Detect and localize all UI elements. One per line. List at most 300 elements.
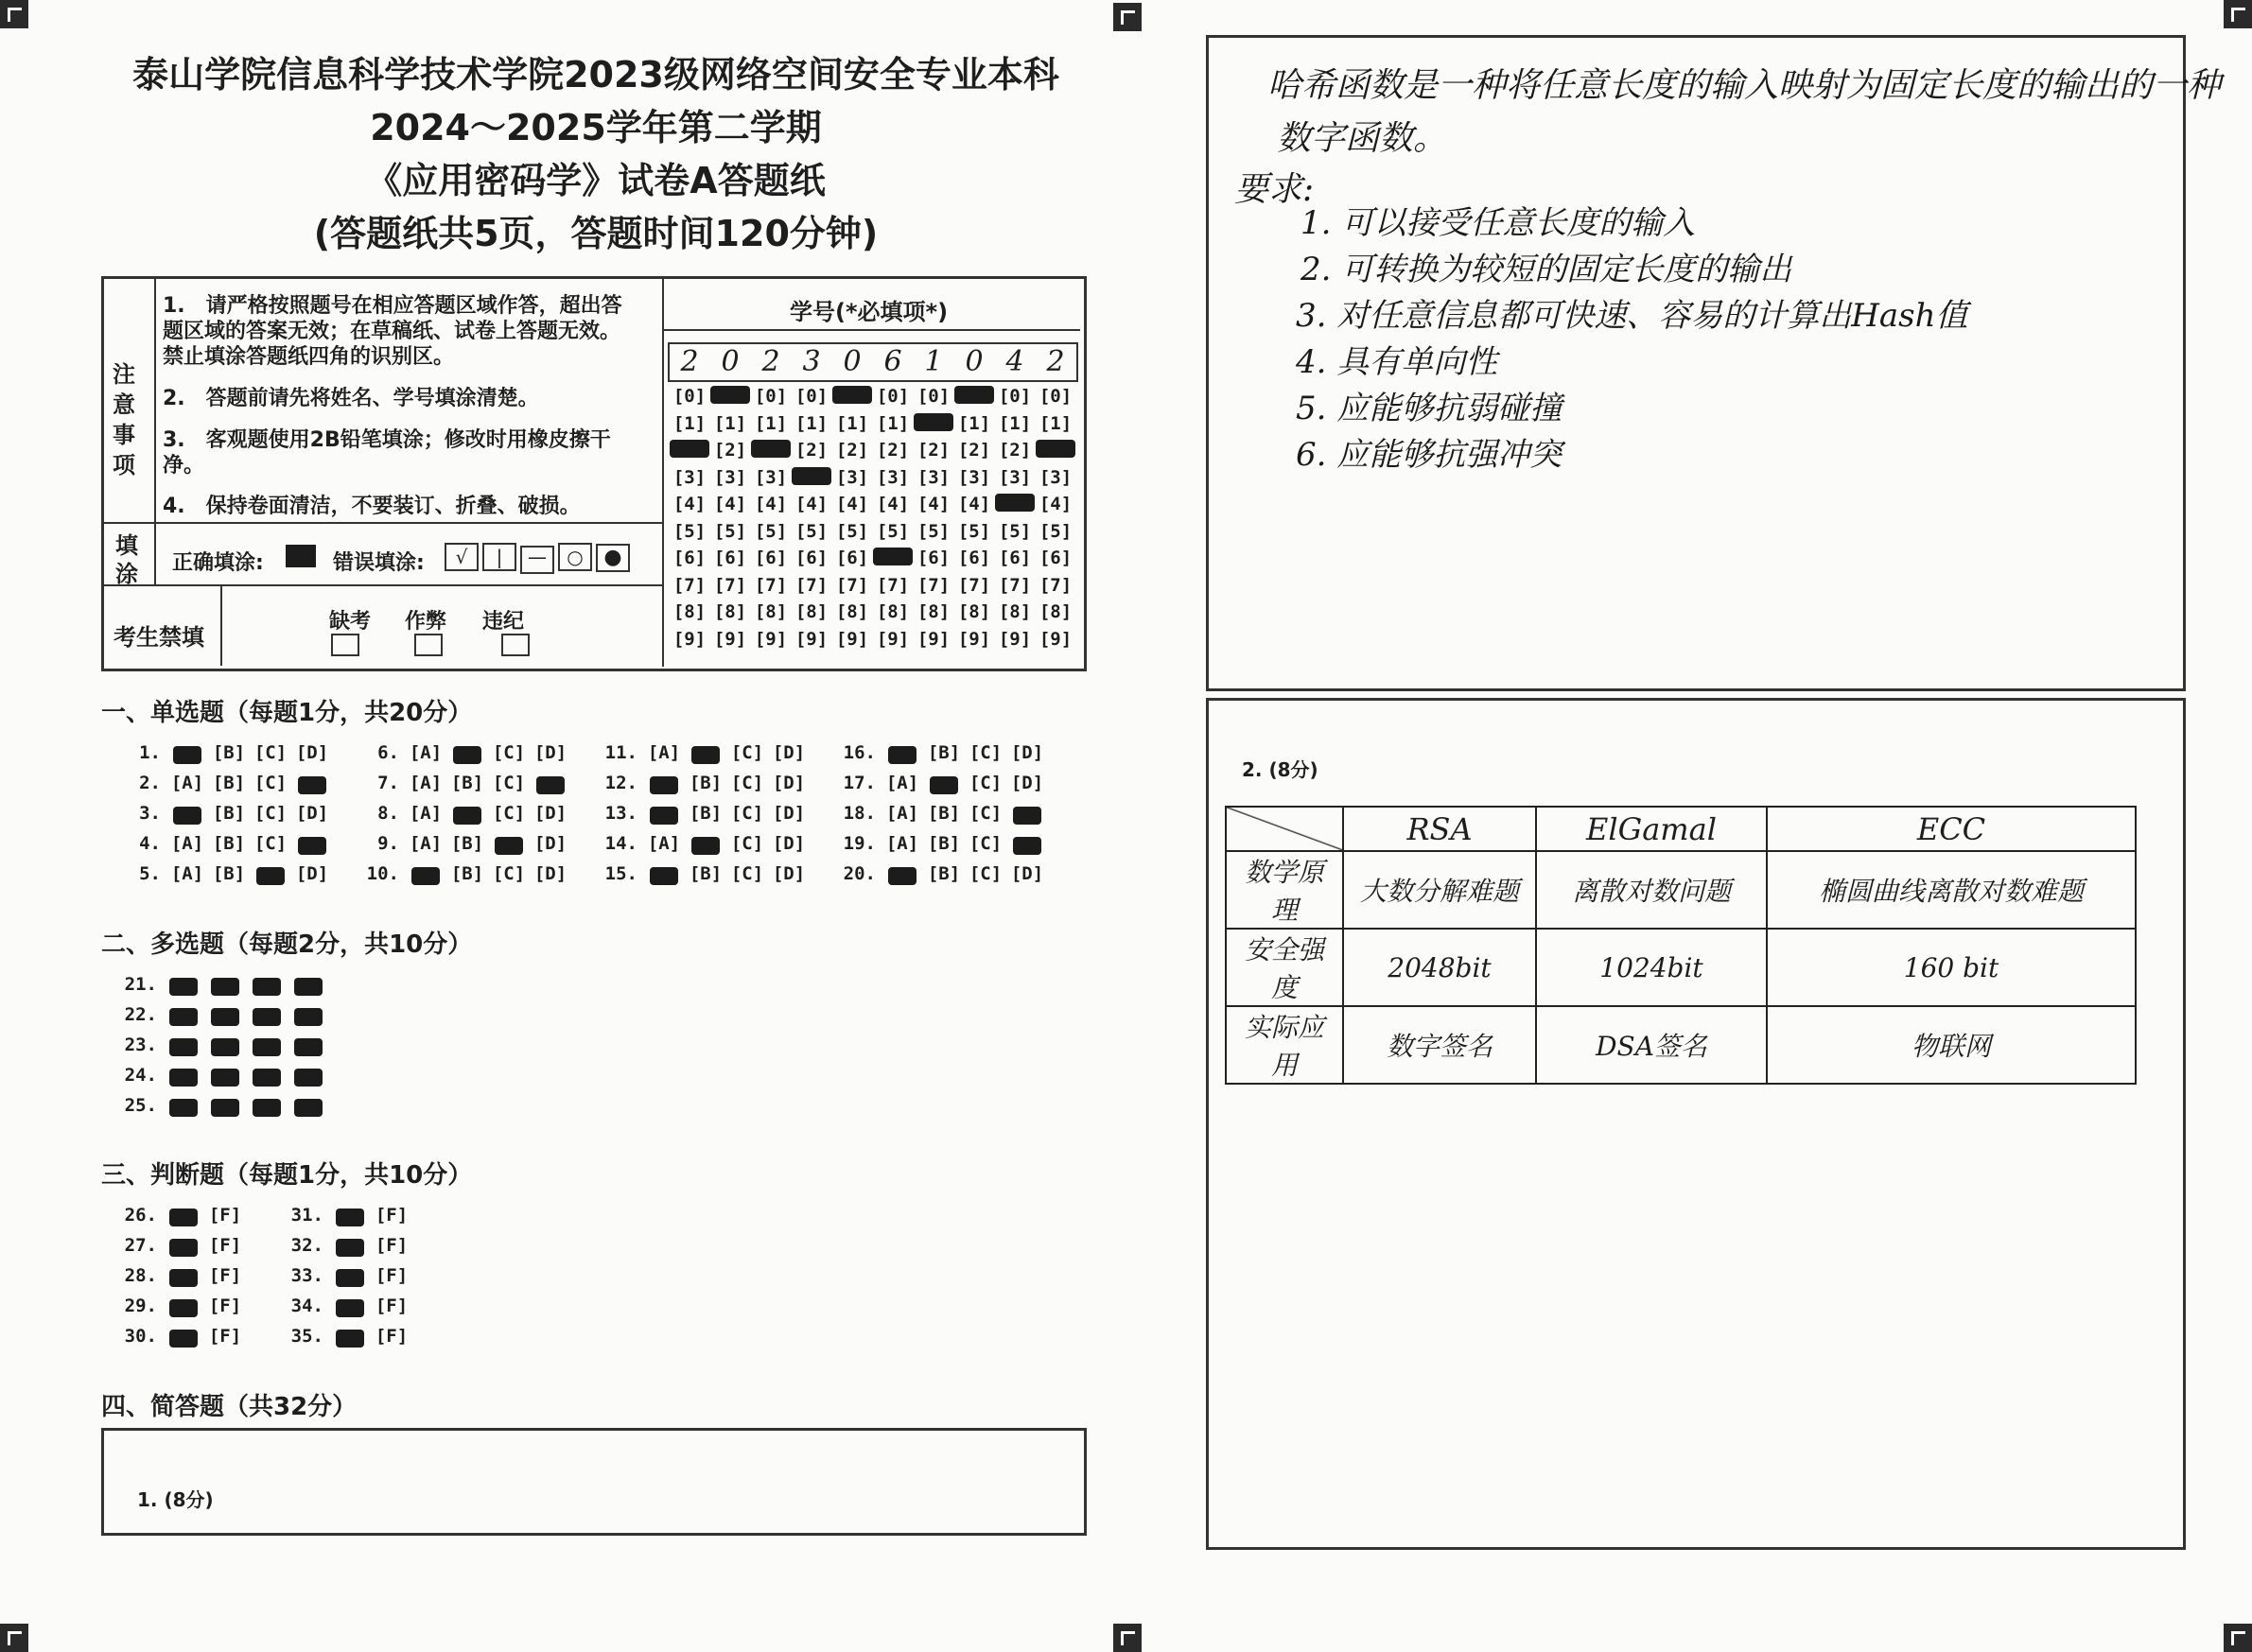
option-F[interactable]: [F] bbox=[208, 1296, 242, 1316]
id-bubble-8-2[interactable]: [2] bbox=[998, 440, 1032, 461]
id-bubble-6-4[interactable]: [4] bbox=[917, 494, 951, 514]
id-bubble-5-7[interactable]: [7] bbox=[876, 574, 910, 596]
option-A[interactable]: [A] bbox=[647, 742, 681, 763]
id-bubble-1-8[interactable]: [8] bbox=[713, 601, 747, 622]
option-A[interactable]: [A] bbox=[409, 803, 443, 824]
option-A[interactable]: [A] bbox=[170, 833, 204, 854]
single-question-2[interactable] bbox=[115, 773, 333, 796]
option-B[interactable]: [B] bbox=[450, 773, 484, 793]
option-A-filled[interactable] bbox=[643, 806, 685, 826]
section2-title: 二、多选题（每题2分，共10分） bbox=[101, 930, 473, 959]
id-bubble-filled[interactable] bbox=[873, 548, 913, 565]
id-bubble-9-0[interactable]: [0] bbox=[1039, 386, 1073, 407]
id-bubble-6-9[interactable]: [9] bbox=[917, 628, 951, 650]
id-bubble-6-3[interactable]: [3] bbox=[917, 466, 951, 488]
single-question-17[interactable] bbox=[830, 773, 1048, 796]
id-bubble-2-9[interactable]: [9] bbox=[754, 628, 788, 650]
id-bubble-9-4[interactable]: [4] bbox=[1039, 494, 1073, 514]
option-T-filled[interactable] bbox=[163, 1298, 204, 1319]
single-question-1[interactable] bbox=[115, 742, 333, 766]
option-C[interactable]: [C] bbox=[730, 863, 764, 884]
id-bubble-7-6[interactable]: [6] bbox=[957, 548, 991, 568]
id-bubble-6-1[interactable] bbox=[914, 413, 953, 436]
id-bubble-7-7[interactable]: [7] bbox=[957, 574, 991, 596]
id-bubble-4-2[interactable]: [2] bbox=[835, 440, 869, 461]
id-bubble-5-4[interactable]: [4] bbox=[876, 494, 910, 514]
option-D[interactable]: [D] bbox=[295, 863, 329, 884]
id-bubble-6-5[interactable]: [5] bbox=[917, 520, 951, 542]
id-bubble-9-2[interactable] bbox=[1036, 440, 1075, 462]
option-D[interactable]: [D] bbox=[1010, 863, 1044, 884]
option-B-filled[interactable] bbox=[446, 745, 488, 766]
option-C-filled[interactable] bbox=[250, 866, 291, 887]
option-D-filled[interactable] bbox=[291, 775, 333, 796]
option-B[interactable]: [B] bbox=[689, 863, 723, 884]
id-bubble-0-3[interactable]: [3] bbox=[672, 466, 707, 488]
id-bubble-8-5[interactable]: [5] bbox=[998, 520, 1032, 542]
id-bubble-2-3[interactable]: [3] bbox=[754, 466, 788, 488]
option-filled[interactable] bbox=[246, 1068, 288, 1088]
question-number: 11. bbox=[604, 742, 637, 763]
option-B-filled[interactable] bbox=[685, 836, 726, 857]
tf-question-1[interactable] bbox=[112, 1205, 246, 1228]
single-question-5[interactable] bbox=[115, 863, 333, 887]
option-T-filled[interactable] bbox=[163, 1268, 204, 1289]
id-bubble-7-4[interactable]: [4] bbox=[957, 494, 991, 514]
id-bubble-0-0[interactable]: [0] bbox=[672, 386, 707, 407]
option-D[interactable]: [D] bbox=[772, 773, 806, 793]
id-bubble-7-0[interactable] bbox=[954, 386, 994, 409]
corner-mark-top-center bbox=[1113, 3, 1142, 31]
option-D[interactable]: [D] bbox=[533, 863, 567, 884]
multi-question-1[interactable] bbox=[112, 974, 329, 998]
option-A[interactable]: [A] bbox=[647, 833, 681, 854]
tf-question-8[interactable] bbox=[278, 1265, 412, 1289]
option-D-filled[interactable] bbox=[291, 836, 333, 857]
single-question-18[interactable] bbox=[830, 803, 1048, 826]
tf-question-6[interactable] bbox=[278, 1205, 412, 1228]
single-question-13[interactable] bbox=[592, 803, 810, 826]
option-A-filled[interactable] bbox=[643, 775, 685, 796]
option-A-filled[interactable] bbox=[882, 866, 923, 887]
option-D-filled[interactable] bbox=[530, 775, 571, 796]
option-C[interactable]: [C] bbox=[253, 833, 288, 854]
option-C[interactable]: [C] bbox=[969, 833, 1003, 854]
id-bubble-2-0[interactable]: [0] bbox=[754, 386, 788, 407]
corner-mark-top-right bbox=[2224, 0, 2252, 28]
id-bubble-9-9[interactable]: [9] bbox=[1039, 628, 1073, 650]
table-header-rsa: RSA bbox=[1343, 807, 1536, 851]
option-F[interactable]: [F] bbox=[208, 1265, 242, 1286]
id-bubble-3-8[interactable]: [8] bbox=[794, 601, 829, 622]
student-id-label: 学号(*必填项*) bbox=[790, 299, 949, 325]
id-bubble-2-1[interactable]: [1] bbox=[754, 412, 788, 434]
id-bubble-5-1[interactable]: [1] bbox=[876, 412, 910, 434]
tf-question-5[interactable] bbox=[112, 1326, 246, 1349]
single-question-16[interactable] bbox=[830, 742, 1048, 766]
id-bubble-0-2[interactable] bbox=[670, 440, 709, 462]
id-bubble-1-7[interactable]: [7] bbox=[713, 574, 747, 596]
option-D-filled[interactable] bbox=[1006, 836, 1048, 857]
option-D[interactable]: [D] bbox=[1010, 742, 1044, 763]
option-C[interactable]: [C] bbox=[969, 803, 1003, 824]
option-C[interactable]: [C] bbox=[969, 773, 1003, 793]
option-B[interactable]: [B] bbox=[927, 833, 961, 854]
option-T-filled[interactable] bbox=[163, 1238, 204, 1259]
option-B[interactable]: [B] bbox=[689, 773, 723, 793]
option-A-filled[interactable] bbox=[166, 745, 208, 766]
id-bubble-0-4[interactable]: [4] bbox=[672, 494, 707, 514]
question-number: 34. bbox=[290, 1296, 323, 1316]
id-bubble-9-5[interactable]: [5] bbox=[1039, 520, 1073, 542]
option-F[interactable]: [F] bbox=[375, 1235, 409, 1256]
single-question-19[interactable] bbox=[830, 833, 1048, 857]
id-bubble-1-4[interactable]: [4] bbox=[713, 494, 747, 514]
single-question-8[interactable] bbox=[354, 803, 571, 826]
id-bubble-1-2[interactable]: [2] bbox=[713, 440, 747, 461]
option-C[interactable]: [C] bbox=[969, 742, 1003, 763]
option-D[interactable]: [D] bbox=[772, 863, 806, 884]
option-T-filled[interactable] bbox=[329, 1298, 371, 1319]
option-A[interactable]: [A] bbox=[409, 742, 443, 763]
id-bubble-1-3[interactable]: [3] bbox=[713, 466, 747, 488]
single-question-3[interactable] bbox=[115, 803, 333, 826]
id-bubble-filled[interactable] bbox=[1036, 440, 1075, 458]
option-D[interactable]: [D] bbox=[295, 803, 329, 824]
id-bubble-3-4[interactable]: [4] bbox=[794, 494, 829, 514]
option-D[interactable]: [D] bbox=[533, 742, 567, 763]
option-T-filled[interactable] bbox=[163, 1329, 204, 1349]
option-D[interactable]: [D] bbox=[1010, 773, 1044, 793]
option-B[interactable]: [B] bbox=[450, 863, 484, 884]
option-filled[interactable] bbox=[246, 977, 288, 998]
id-bubble-5-6[interactable] bbox=[873, 548, 913, 570]
id-bubble-filled[interactable] bbox=[995, 494, 1035, 512]
option-B[interactable]: [B] bbox=[212, 773, 246, 793]
question-number: 12. bbox=[604, 773, 637, 793]
tf-question-7[interactable] bbox=[278, 1235, 412, 1259]
id-bubble-filled[interactable] bbox=[954, 386, 994, 404]
row-label-strength: 安全强度 bbox=[1226, 929, 1343, 1006]
cell-math-ecc: 椭圆曲线离散对数难题 bbox=[1767, 851, 2136, 929]
tf-question-10[interactable] bbox=[278, 1326, 412, 1349]
option-C[interactable]: [C] bbox=[730, 803, 764, 824]
option-filled[interactable] bbox=[204, 1007, 246, 1028]
option-filled[interactable] bbox=[204, 1037, 246, 1058]
single-question-14[interactable] bbox=[592, 833, 810, 857]
id-bubble-4-6[interactable]: [6] bbox=[835, 548, 869, 568]
multi-question-3[interactable] bbox=[112, 1035, 329, 1058]
single-question-7[interactable] bbox=[354, 773, 571, 796]
id-bubble-6-0[interactable]: [0] bbox=[917, 386, 951, 407]
option-D[interactable]: [D] bbox=[772, 833, 806, 854]
id-bubble-0-5[interactable]: [5] bbox=[672, 520, 707, 542]
option-filled[interactable] bbox=[204, 1068, 246, 1088]
option-A[interactable]: [A] bbox=[409, 773, 443, 793]
id-bubble-7-8[interactable]: [8] bbox=[957, 601, 991, 622]
id-bubble-6-8[interactable]: [8] bbox=[917, 601, 951, 622]
option-B[interactable]: [B] bbox=[212, 833, 246, 854]
id-bubble-1-6[interactable]: [6] bbox=[713, 548, 747, 568]
id-bubble-2-5[interactable]: [5] bbox=[754, 520, 788, 542]
id-bubble-4-7[interactable]: [7] bbox=[835, 574, 869, 596]
id-bubble-0-6[interactable]: [6] bbox=[672, 548, 707, 568]
id-bubble-9-3[interactable]: [3] bbox=[1039, 466, 1073, 488]
option-A[interactable]: [A] bbox=[409, 833, 443, 854]
id-bubble-8-9[interactable]: [9] bbox=[998, 628, 1032, 650]
option-filled[interactable] bbox=[163, 1037, 204, 1058]
question-number: 1. bbox=[139, 742, 161, 763]
option-T-filled[interactable] bbox=[329, 1238, 371, 1259]
single-question-6[interactable] bbox=[354, 742, 571, 766]
single-question-4[interactable] bbox=[115, 833, 333, 857]
option-F[interactable]: [F] bbox=[208, 1235, 242, 1256]
single-question-20[interactable] bbox=[830, 863, 1048, 887]
id-bubble-6-7[interactable]: [7] bbox=[917, 574, 951, 596]
option-C[interactable]: [C] bbox=[253, 742, 288, 763]
single-question-11[interactable] bbox=[592, 742, 810, 766]
id-bubble-8-3[interactable]: [3] bbox=[998, 466, 1032, 488]
id-bubble-8-1[interactable]: [1] bbox=[998, 412, 1032, 434]
id-bubble-6-2[interactable]: [2] bbox=[917, 440, 951, 461]
question-number: 33. bbox=[290, 1265, 323, 1286]
id-bubble-7-2[interactable]: [2] bbox=[957, 440, 991, 461]
id-bubble-filled[interactable] bbox=[792, 467, 831, 485]
option-B-filled[interactable] bbox=[685, 745, 726, 766]
id-bubble-6-6[interactable]: [6] bbox=[917, 548, 951, 568]
id-bubble-2-8[interactable]: [8] bbox=[754, 601, 788, 622]
table-header-elgamal: ElGamal bbox=[1536, 807, 1767, 851]
option-B-filled[interactable] bbox=[923, 775, 965, 796]
option-B[interactable]: [B] bbox=[212, 803, 246, 824]
question-number: 17. bbox=[843, 773, 876, 793]
id-bubble-1-9[interactable]: [9] bbox=[713, 628, 747, 650]
id-bubble-1-5[interactable]: [5] bbox=[713, 520, 747, 542]
student-id-digit-0: 2 bbox=[680, 345, 699, 378]
option-filled[interactable] bbox=[246, 1098, 288, 1119]
option-F[interactable]: [F] bbox=[375, 1326, 409, 1347]
option-C[interactable]: [C] bbox=[730, 742, 764, 763]
option-B[interactable]: [B] bbox=[212, 742, 246, 763]
option-filled[interactable] bbox=[204, 977, 246, 998]
question-number: 8. bbox=[377, 803, 399, 824]
id-bubble-4-9[interactable]: [9] bbox=[835, 628, 869, 650]
id-bubble-filled[interactable] bbox=[914, 413, 953, 431]
id-bubble-3-0[interactable]: [0] bbox=[794, 386, 829, 407]
id-bubble-7-5[interactable]: [5] bbox=[957, 520, 991, 542]
option-A-filled[interactable] bbox=[405, 866, 446, 887]
option-filled[interactable] bbox=[163, 977, 204, 998]
id-bubble-7-9[interactable]: [9] bbox=[957, 628, 991, 650]
question-number: 30. bbox=[124, 1326, 157, 1347]
option-filled[interactable] bbox=[246, 1037, 288, 1058]
option-filled[interactable] bbox=[204, 1098, 246, 1119]
id-bubble-0-8[interactable]: [8] bbox=[672, 601, 707, 622]
id-bubble-3-5[interactable]: [5] bbox=[794, 520, 829, 542]
id-bubble-3-1[interactable]: [1] bbox=[794, 412, 829, 434]
question-number: 29. bbox=[124, 1296, 157, 1316]
id-bubble-4-3[interactable]: [3] bbox=[835, 466, 869, 488]
id-bubble-2-4[interactable]: [4] bbox=[754, 494, 788, 514]
option-B[interactable]: [B] bbox=[927, 803, 961, 824]
option-D[interactable]: [D] bbox=[772, 803, 806, 824]
id-bubble-2-6[interactable]: [6] bbox=[754, 548, 788, 568]
id-bubble-4-4[interactable]: [4] bbox=[835, 494, 869, 514]
option-F[interactable]: [F] bbox=[208, 1205, 242, 1226]
id-bubble-filled[interactable] bbox=[832, 386, 872, 404]
option-C[interactable]: [C] bbox=[492, 742, 526, 763]
id-bubble-0-9[interactable]: [9] bbox=[672, 628, 707, 650]
option-B-filled[interactable] bbox=[446, 806, 488, 826]
option-C[interactable]: [C] bbox=[492, 863, 526, 884]
fill-label: 填涂 bbox=[115, 532, 138, 587]
violation-checkbox[interactable] bbox=[501, 634, 530, 660]
option-C[interactable]: [C] bbox=[253, 773, 288, 793]
option-filled[interactable] bbox=[163, 1068, 204, 1088]
option-C[interactable]: [C] bbox=[730, 773, 764, 793]
question-number: 31. bbox=[290, 1205, 323, 1226]
tf-question-4[interactable] bbox=[112, 1296, 246, 1319]
option-A-filled[interactable] bbox=[166, 806, 208, 826]
id-bubble-filled[interactable] bbox=[751, 440, 791, 458]
option-B[interactable]: [B] bbox=[927, 742, 961, 763]
corner-mark-bottom-left bbox=[0, 1624, 28, 1652]
option-A-filled[interactable] bbox=[882, 745, 923, 766]
option-filled[interactable] bbox=[288, 1098, 329, 1119]
cell-math-elgamal: 离散对数问题 bbox=[1536, 851, 1767, 929]
id-bubble-9-1[interactable]: [1] bbox=[1039, 412, 1073, 434]
id-bubble-5-5[interactable]: [5] bbox=[876, 520, 910, 542]
option-D-filled[interactable] bbox=[1006, 806, 1048, 826]
option-D[interactable]: [D] bbox=[533, 803, 567, 824]
id-bubble-4-8[interactable]: [8] bbox=[835, 601, 869, 622]
option-D[interactable]: [D] bbox=[295, 742, 329, 763]
option-A[interactable]: [A] bbox=[885, 803, 919, 824]
id-bubble-4-1[interactable]: [1] bbox=[835, 412, 869, 434]
option-T-filled[interactable] bbox=[329, 1329, 371, 1349]
tf-question-2[interactable] bbox=[112, 1235, 246, 1259]
violation-label: 违纪 bbox=[482, 610, 525, 634]
section3-title: 三、判断题（每题1分，共10分） bbox=[101, 1161, 473, 1190]
multi-question-4[interactable] bbox=[112, 1065, 329, 1088]
option-filled[interactable] bbox=[163, 1007, 204, 1028]
option-filled[interactable] bbox=[246, 1007, 288, 1028]
option-filled[interactable] bbox=[288, 1068, 329, 1088]
id-bubble-2-2[interactable] bbox=[751, 440, 791, 462]
single-question-9[interactable] bbox=[354, 833, 571, 857]
option-filled[interactable] bbox=[288, 1037, 329, 1058]
option-A-filled[interactable] bbox=[643, 866, 685, 887]
option-B[interactable]: [B] bbox=[212, 863, 246, 884]
question-number: 9. bbox=[377, 833, 399, 854]
id-bubble-8-4[interactable] bbox=[995, 494, 1035, 516]
option-B[interactable]: [B] bbox=[450, 833, 484, 854]
option-C[interactable]: [C] bbox=[969, 863, 1003, 884]
id-bubble-0-1[interactable]: [1] bbox=[672, 412, 707, 434]
single-question-15[interactable] bbox=[592, 863, 810, 887]
option-B[interactable]: [B] bbox=[927, 863, 961, 884]
option-D[interactable]: [D] bbox=[772, 742, 806, 763]
option-A[interactable]: [A] bbox=[885, 773, 919, 793]
cheat-checkbox[interactable] bbox=[414, 634, 443, 660]
id-bubble-9-8[interactable]: [8] bbox=[1039, 601, 1073, 622]
option-C[interactable]: [C] bbox=[253, 803, 288, 824]
wrong-fill-samples: √ | — ○ ● bbox=[445, 543, 630, 574]
id-bubble-3-9[interactable]: [9] bbox=[794, 628, 829, 650]
id-bubble-3-7[interactable]: [7] bbox=[794, 574, 829, 596]
option-D[interactable]: [D] bbox=[533, 833, 567, 854]
id-bubble-8-0[interactable]: [0] bbox=[998, 386, 1032, 407]
option-F[interactable]: [F] bbox=[375, 1296, 409, 1316]
id-bubble-8-7[interactable]: [7] bbox=[998, 574, 1032, 596]
option-F[interactable]: [F] bbox=[375, 1265, 409, 1286]
id-bubble-3-6[interactable]: [6] bbox=[794, 548, 829, 568]
id-bubble-3-2[interactable]: [2] bbox=[794, 440, 829, 461]
absent-checkbox[interactable] bbox=[331, 634, 359, 660]
q1-label: 1. (8分) bbox=[137, 1488, 214, 1511]
option-filled[interactable] bbox=[163, 1098, 204, 1119]
option-filled[interactable] bbox=[288, 1007, 329, 1028]
id-bubble-8-8[interactable]: [8] bbox=[998, 601, 1032, 622]
id-bubble-filled[interactable] bbox=[670, 440, 709, 458]
id-bubble-9-6[interactable]: [6] bbox=[1039, 548, 1073, 568]
id-bubble-7-1[interactable]: [1] bbox=[957, 412, 991, 434]
id-bubble-0-7[interactable]: [7] bbox=[672, 574, 707, 596]
option-A[interactable]: [A] bbox=[885, 833, 919, 854]
option-A[interactable]: [A] bbox=[170, 863, 204, 884]
tf-question-3[interactable] bbox=[112, 1265, 246, 1289]
id-bubble-5-8[interactable]: [8] bbox=[876, 601, 910, 622]
id-bubble-filled[interactable] bbox=[710, 386, 750, 404]
option-C-filled[interactable] bbox=[488, 836, 530, 857]
id-bubble-5-3[interactable]: [3] bbox=[876, 466, 910, 488]
id-bubble-3-3[interactable] bbox=[792, 467, 831, 490]
option-filled[interactable] bbox=[288, 977, 329, 998]
id-bubble-4-5[interactable]: [5] bbox=[835, 520, 869, 542]
option-B[interactable]: [B] bbox=[689, 803, 723, 824]
cheat-label: 作弊 bbox=[405, 610, 447, 634]
student-id-digit-5: 6 bbox=[883, 345, 902, 378]
option-T-filled[interactable] bbox=[329, 1268, 371, 1289]
option-C[interactable]: [C] bbox=[730, 833, 764, 854]
id-bubble-9-7[interactable]: [7] bbox=[1039, 574, 1073, 596]
id-bubble-4-0[interactable] bbox=[832, 386, 872, 409]
tf-question-9[interactable] bbox=[278, 1296, 412, 1319]
id-bubble-7-3[interactable]: [3] bbox=[957, 466, 991, 488]
option-F[interactable]: [F] bbox=[208, 1326, 242, 1347]
option-C[interactable]: [C] bbox=[492, 773, 526, 793]
id-bubble-5-2[interactable]: [2] bbox=[876, 440, 910, 461]
id-bubble-2-7[interactable]: [7] bbox=[754, 574, 788, 596]
id-bubble-5-0[interactable]: [0] bbox=[876, 386, 910, 407]
multi-question-5[interactable] bbox=[112, 1095, 329, 1119]
id-bubble-1-1[interactable]: [1] bbox=[713, 412, 747, 434]
option-C[interactable]: [C] bbox=[492, 803, 526, 824]
id-bubble-8-6[interactable]: [6] bbox=[998, 548, 1032, 568]
option-T-filled[interactable] bbox=[329, 1208, 371, 1228]
option-T-filled[interactable] bbox=[163, 1208, 204, 1228]
single-question-12[interactable] bbox=[592, 773, 810, 796]
option-A[interactable]: [A] bbox=[170, 773, 204, 793]
option-F[interactable]: [F] bbox=[375, 1205, 409, 1226]
id-bubble-1-0[interactable] bbox=[710, 386, 750, 409]
id-bubble-5-9[interactable]: [9] bbox=[876, 628, 910, 650]
single-question-10[interactable] bbox=[354, 863, 571, 887]
title-line-1: 泰山学院信息科学技术学院2023级网络空间安全专业本科 bbox=[132, 54, 1059, 96]
multi-question-2[interactable] bbox=[112, 1004, 329, 1028]
cell-app-rsa: 数字签名 bbox=[1343, 1006, 1536, 1084]
forbidden-label: 考生禁填 bbox=[113, 624, 204, 651]
